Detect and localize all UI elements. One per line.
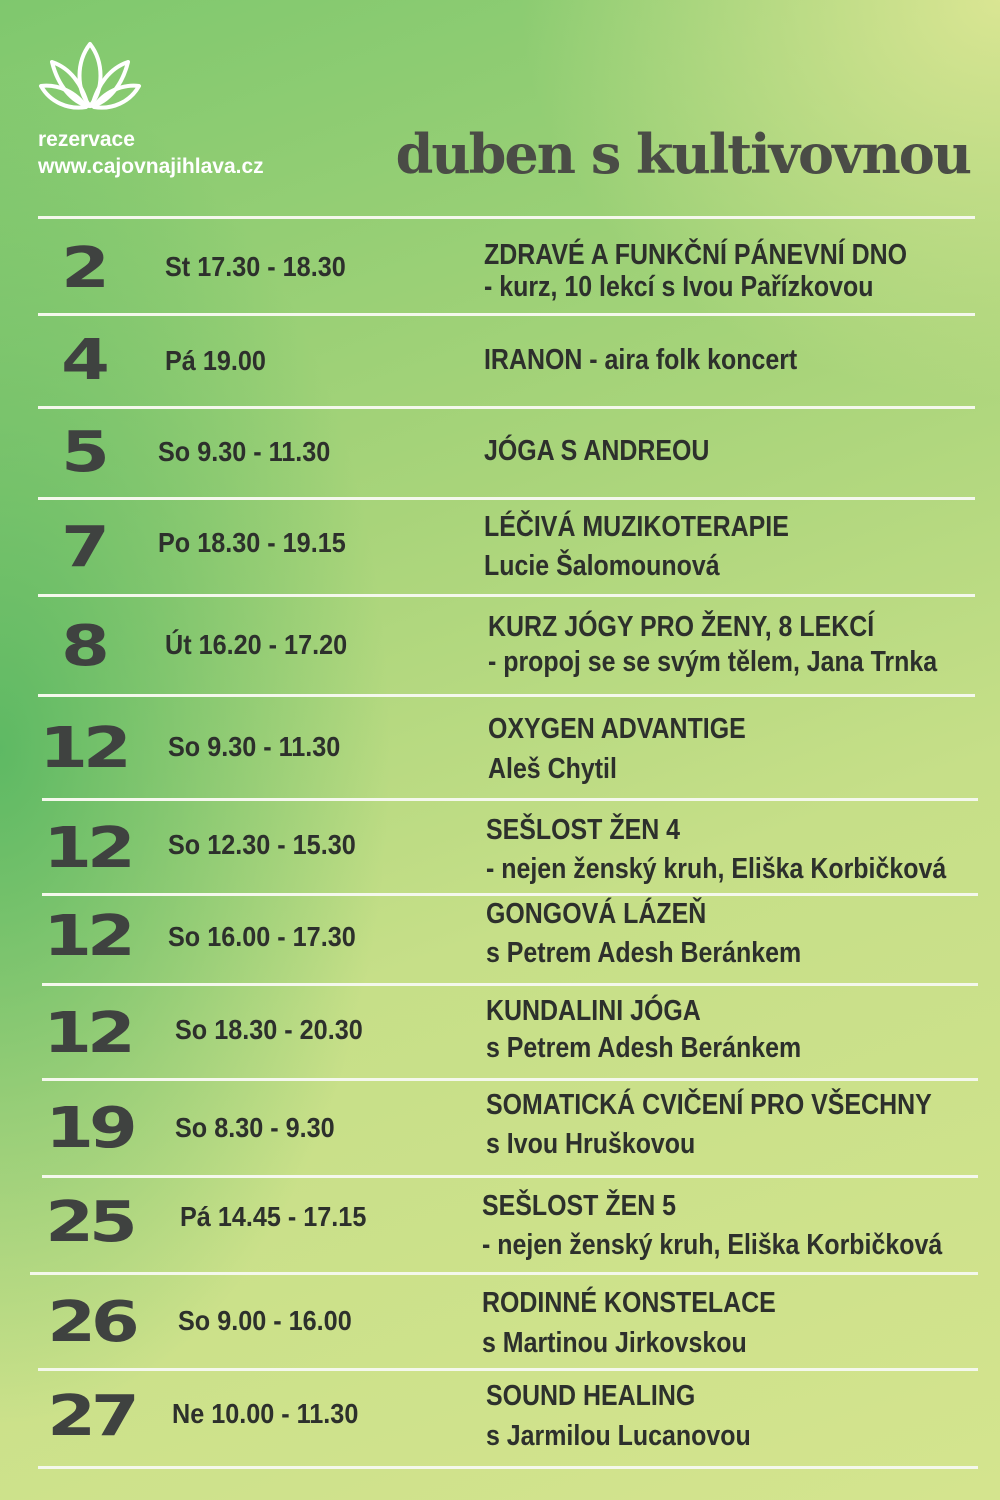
divider-line bbox=[42, 1175, 978, 1178]
event-day: 19 bbox=[45, 1096, 133, 1161]
event-subtitle: - propoj se se svým tělem, Jana Trnka bbox=[488, 646, 938, 678]
divider-line bbox=[38, 694, 975, 697]
event-subtitle: - kurz, 10 lekcí s Ivou Pařízkovou bbox=[484, 271, 874, 303]
event-subtitle: Lucie Šalomounová bbox=[484, 550, 720, 582]
event-day: 26 bbox=[47, 1290, 135, 1355]
event-subtitle: s Petrem Adesh Beránkem bbox=[486, 937, 802, 969]
event-subtitle: s Ivou Hruškovou bbox=[486, 1128, 696, 1160]
event-subtitle: - nejen ženský kruh, Eliška Korbičková bbox=[486, 853, 947, 885]
event-title: GONGOVÁ LÁZEŇ bbox=[486, 898, 707, 930]
event-time: So 8.30 - 9.30 bbox=[175, 1112, 335, 1143]
divider-line bbox=[38, 216, 975, 219]
event-day: 12 bbox=[39, 716, 127, 781]
divider-line bbox=[38, 406, 975, 409]
event-title: KURZ JÓGY PRO ŽENY, 8 LEKCÍ bbox=[488, 611, 875, 643]
event-title: KUNDALINI JÓGA bbox=[486, 995, 701, 1027]
website-link[interactable]: www.cajovnajihlava.cz bbox=[38, 155, 264, 178]
event-day: 8 bbox=[61, 614, 105, 679]
event-time: Ne 10.00 - 11.30 bbox=[172, 1398, 359, 1429]
event-time: St 17.30 - 18.30 bbox=[165, 251, 346, 282]
divider-line bbox=[38, 594, 975, 597]
event-title: SOMATICKÁ CVIČENÍ PRO VŠECHNY bbox=[486, 1089, 932, 1121]
divider-line bbox=[38, 1466, 978, 1469]
divider-line bbox=[42, 798, 978, 801]
event-day: 12 bbox=[43, 816, 131, 881]
event-time: So 9.30 - 11.30 bbox=[168, 731, 341, 762]
divider-line bbox=[42, 893, 978, 896]
reservation-label: rezervace bbox=[38, 128, 135, 151]
divider-line bbox=[38, 497, 975, 500]
lotus-icon bbox=[38, 40, 142, 110]
event-subtitle: s Jarmilou Lucanovou bbox=[486, 1420, 751, 1452]
event-title: ZDRAVÉ A FUNKČNÍ PÁNEVNÍ DNO bbox=[484, 239, 908, 271]
event-title: SOUND HEALING bbox=[486, 1380, 696, 1412]
event-day: 27 bbox=[47, 1384, 135, 1449]
event-subtitle: - nejen ženský kruh, Eliška Korbičková bbox=[482, 1229, 943, 1261]
event-subtitle: Aleš Chytil bbox=[488, 753, 617, 785]
event-title: JÓGA S ANDREOU bbox=[484, 435, 710, 467]
event-title: SEŠLOST ŽEN 4 bbox=[486, 814, 681, 846]
divider-line bbox=[42, 1078, 978, 1081]
event-time: So 16.00 - 17.30 bbox=[168, 921, 356, 952]
reservation-info bbox=[38, 126, 264, 180]
event-subtitle: s Petrem Adesh Beránkem bbox=[486, 1032, 802, 1064]
event-title: LÉČIVÁ MUZIKOTERAPIE bbox=[484, 511, 789, 543]
event-day: 4 bbox=[61, 328, 105, 393]
event-time: Pá 14.45 - 17.15 bbox=[180, 1201, 367, 1232]
event-time: So 12.30 - 15.30 bbox=[168, 829, 356, 860]
divider-line bbox=[38, 313, 975, 316]
event-title: OXYGEN ADVANTIGE bbox=[488, 713, 746, 745]
event-time: So 18.30 - 20.30 bbox=[175, 1014, 363, 1045]
event-title: IRANON - aira folk koncert bbox=[484, 344, 798, 376]
event-time: Út 16.20 - 17.20 bbox=[165, 629, 348, 660]
event-day: 12 bbox=[43, 1001, 131, 1066]
event-day: 25 bbox=[45, 1190, 133, 1255]
event-time: Po 18.30 - 19.15 bbox=[158, 527, 346, 558]
event-subtitle: s Martinou Jirkovskou bbox=[482, 1327, 747, 1359]
event-title: RODINNÉ KONSTELACE bbox=[482, 1287, 776, 1319]
divider-line bbox=[30, 1272, 978, 1275]
event-day: 7 bbox=[61, 515, 105, 580]
event-day: 12 bbox=[43, 904, 131, 969]
event-title: SEŠLOST ŽEN 5 bbox=[482, 1190, 677, 1222]
event-day: 5 bbox=[61, 420, 105, 485]
event-day: 2 bbox=[61, 236, 105, 301]
divider-line bbox=[42, 983, 978, 986]
event-time: Pá 19.00 bbox=[165, 345, 266, 376]
event-time: So 9.00 - 16.00 bbox=[178, 1305, 352, 1336]
divider-line bbox=[38, 1368, 978, 1371]
page-title: duben s kultivovnou bbox=[395, 122, 970, 186]
event-time: So 9.30 - 11.30 bbox=[158, 436, 331, 467]
